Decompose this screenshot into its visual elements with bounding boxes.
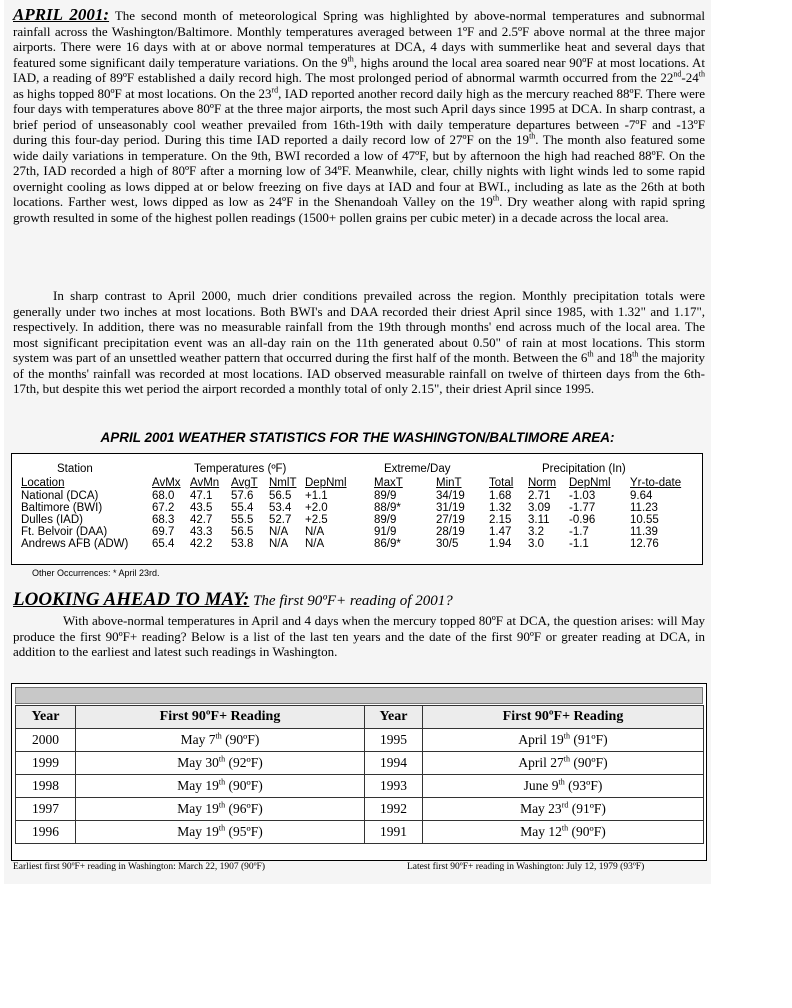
stats-cell-temp-departure: +2.5 (305, 514, 328, 526)
col-header-year: Year (365, 706, 423, 729)
stats-cell-avg-temp: 56.5 (231, 526, 254, 538)
ordinal-suffix: th (218, 777, 226, 787)
stats-cell-avg-min: 43.3 (190, 526, 213, 538)
reading-cell (423, 821, 704, 844)
stats-cell-temp-departure: N/A (305, 538, 325, 550)
ordinal-suffix: rd (561, 800, 569, 810)
text-run: . Dry weather along with rapid spring growth resulted in some of the highest pollen readings (1500+ pollen grains per cubic meter) in a decade across the local area. (13, 194, 706, 225)
stats-cell-precip-total: 1.47 (489, 526, 512, 538)
april-heading: APRIL 2001: (13, 5, 110, 24)
reading-temp: (90ºF) (221, 732, 260, 747)
reading-date: May 23 (520, 801, 562, 816)
ordinal-suffix: rd (271, 85, 279, 95)
year-cell: 1995 (365, 729, 423, 752)
reading-date: April 27 (518, 755, 564, 770)
stats-cell-precip-total: 1.94 (489, 538, 512, 550)
reading-temp: (93ºF) (564, 778, 603, 793)
stats-col-header-min-temp-day: MinT (436, 477, 462, 489)
ordinal-suffix: th (492, 193, 500, 203)
col-header-year: Year (16, 706, 76, 729)
stats-col-header-avg-max: AvMx (152, 477, 181, 489)
stats-cell-normal-temp: 52.7 (269, 514, 292, 526)
may-heading-lead: LOOKING AHEAD TO MAY: (13, 589, 250, 610)
reading-temp: (96ºF) (225, 801, 263, 816)
ordinal-suffix: th (215, 731, 222, 741)
ordinal-suffix: th (563, 754, 571, 764)
stats-col-header-precip-total: Total (489, 477, 514, 489)
stats-cell-avg-min: 47.1 (190, 490, 213, 502)
year-cell: 2000 (16, 729, 76, 752)
reading-temp: (95ºF) (225, 824, 263, 839)
stats-cell-precip-normal: 3.09 (528, 502, 551, 514)
stats-cell-avg-temp: 53.8 (231, 538, 254, 550)
april-paragraph-1 (13, 7, 705, 225)
year-cell: 1996 (16, 821, 76, 844)
reading-date: May 19 (177, 824, 219, 839)
year-cell: 1998 (16, 775, 76, 798)
stats-cell-max-temp-day: 89/9 (374, 514, 397, 526)
first-90-table-header-bar (15, 687, 703, 704)
stats-col-header-avg-min: AvMn (190, 477, 220, 489)
ordinal-suffix: th (218, 800, 226, 810)
stats-cell-normal-temp: N/A (269, 526, 289, 538)
stats-cell-precip-departure: -0.96 (569, 514, 596, 526)
reading-date: May 30 (177, 755, 219, 770)
ordinal-suffix: th (558, 777, 565, 787)
reading-date: May 19 (177, 801, 219, 816)
reading-cell (76, 752, 365, 775)
stats-cell-max-temp-day: 86/9* (374, 538, 401, 550)
reading-cell (423, 752, 704, 775)
stats-cell-location: Ft. Belvoir (DAA) (21, 526, 108, 538)
reading-temp: (91ºF) (570, 732, 608, 747)
text-run: . The month also featured some wide daily variations in temperature. On the 9th, BWI recorded a low of 47ºF, but by afternoon the high had reached 88ºF. On the 27th, IAD recorded a high of 80ºF after a morning low of 34ºF. Meanwhile, clear, chilly nights with light winds led to some rapid overnight cooling as lows dipped at or below freezing on five days at IAD and four at BWI., including as late as the 26th at both locations. Farther west, lows dipped as low as 24ºF in the Shenandoah Valley on the 19 (13, 132, 706, 209)
ordinal-suffix: th (698, 69, 705, 79)
stats-cell-min-temp-day: 31/19 (436, 502, 465, 514)
reading-temp: (90ºF) (570, 755, 608, 770)
stats-cell-min-temp-day: 28/19 (436, 526, 465, 538)
reading-temp: (92ºF) (225, 755, 263, 770)
reading-date: May 12 (520, 824, 562, 839)
first-90-table-frame (11, 683, 707, 861)
stats-cell-max-temp-day: 89/9 (374, 490, 397, 502)
stats-cell-precip-ytd: 12.76 (630, 538, 659, 550)
table-row (16, 775, 704, 798)
stats-cell-precip-total: 1.68 (489, 490, 512, 502)
year-cell: 1993 (365, 775, 423, 798)
stats-cell-precip-normal: 2.71 (528, 490, 551, 502)
stats-cell-precip-departure: -1.1 (569, 538, 589, 550)
stats-cell-avg-min: 42.7 (190, 514, 213, 526)
stats-cell-max-temp-day: 91/9 (374, 526, 397, 538)
stats-cell-location: Dulles (IAD) (21, 514, 83, 526)
stats-cell-temp-departure: N/A (305, 526, 325, 538)
ordinal-suffix: th (561, 823, 569, 833)
first-90-table (15, 705, 704, 844)
reading-cell (76, 798, 365, 821)
stats-cell-precip-departure: -1.03 (569, 490, 596, 502)
may-paragraph (13, 613, 705, 660)
stats-cell-precip-normal: 3.2 (528, 526, 544, 538)
stats-col-header-max-temp-day: MaxT (374, 477, 403, 489)
stats-cell-min-temp-day: 27/19 (436, 514, 465, 526)
table-row (16, 821, 704, 844)
ordinal-suffix: th (529, 131, 536, 141)
stats-cell-temp-departure: +1.1 (305, 490, 328, 502)
text-run: and 18 (593, 350, 633, 365)
year-cell: 1994 (365, 752, 423, 775)
reading-cell (76, 775, 365, 798)
stats-cell-precip-ytd: 11.23 (630, 502, 658, 514)
text-run: -24 (681, 70, 699, 85)
stats-cell-avg-min: 43.5 (190, 502, 213, 514)
stats-col-header-avg-temp: AvgT (231, 477, 258, 489)
table-row (16, 752, 704, 775)
stats-cell-normal-temp: 56.5 (269, 490, 292, 502)
stats-title: APRIL 2001 WEATHER STATISTICS FOR THE WASHINGTON/BALTIMORE AREA: (100, 430, 615, 445)
stats-cell-min-temp-day: 34/19 (436, 490, 465, 502)
stats-cell-precip-ytd: 11.39 (630, 526, 658, 538)
latest-reading-note: Latest first 90ºF+ reading in Washington: July 12, 1979 (93ºF) (407, 862, 645, 872)
reading-temp: (90ºF) (568, 824, 606, 839)
page-sheet (4, 0, 711, 884)
table-row (16, 798, 704, 821)
stats-group-extreme: Extreme/Day (384, 463, 451, 475)
stats-col-header-precip-normal: Norm (528, 477, 557, 489)
year-cell: 1997 (16, 798, 76, 821)
reading-date: May 19 (177, 778, 219, 793)
first-90-table-header-row (16, 706, 704, 729)
text-run: With above-normal temperatures in April and 4 days when the mercury topped 80ºF at DCA, the question arises: will May produce the first 90ºF+ reading? Below is a list of the last ten years and the date of the first 90ºF or greater reading at DCA, in addition to the earliest and latest such readings in Washington. (13, 613, 705, 659)
reading-date: June 9 (523, 778, 559, 793)
stats-cell-location: Andrews AFB (ADW) (21, 538, 129, 550)
stats-col-header-normal-temp: NmlT (269, 477, 297, 489)
ordinal-suffix: th (587, 349, 594, 359)
stats-table (11, 453, 703, 565)
stats-cell-avg-temp: 57.6 (231, 490, 254, 502)
reading-date: April 19 (518, 732, 564, 747)
text-run: as highs topped 80ºF at most locations. On the 23 (13, 85, 272, 101)
table-row (16, 729, 704, 752)
ordinal-suffix: th (218, 754, 226, 764)
ordinal-suffix: th (632, 349, 639, 359)
stats-footnote: Other Occurrences: * April 23rd. (32, 568, 160, 578)
reading-temp: (90ºF) (225, 778, 263, 793)
year-cell: 1999 (16, 752, 76, 775)
stats-cell-avg-max: 68.3 (152, 514, 175, 526)
stats-group-station: Station (57, 463, 93, 475)
reading-cell (76, 729, 365, 752)
first-90-table-body (16, 729, 704, 844)
stats-cell-precip-total: 2.15 (489, 514, 512, 526)
stats-cell-normal-temp: N/A (269, 538, 289, 550)
ordinal-suffix: th (347, 54, 354, 64)
reading-date: May 7 (180, 732, 216, 747)
earliest-reading-note: Earliest first 90ºF+ reading in Washington: March 22, 1907 (90ºF) (13, 862, 265, 872)
text-run: In sharp contrast to April 2000, much drier conditions prevailed across the region. Monthly precipitation totals were generally under two inches at most locations. Both BWI's and DAA recorded their driest April since 1985, with 1.32" and 1.17", respectively. In addition, there was no measurable rainfall from the 19th through months' end across much of the local area. The most significant precipitation event was an all-day rain on the 11th generated about 0.50" of rain at most locations. This storm system was part of an unsettled weather pattern that occurred during the first half of the month. Between the 6 (13, 288, 705, 365)
year-cell: 1992 (365, 798, 423, 821)
stats-cell-avg-max: 68.0 (152, 490, 175, 502)
col-header-reading: First 90ºF+ Reading (423, 706, 704, 729)
text-run: The second month of meteorological Spring was highlighted by above-normal temperatures and subnormal rainfall across the Washington/Baltimore. Monthly temperatures averaged between 1ºF and 2.5ºF above normal at the three major airports. There were 16 days with at or above normal temperatures at DCA, 4 days with summerlike heat and several days that featured some significant daily temperature variations. On the 9 (13, 8, 705, 70)
stats-cell-location: Baltimore (BWI) (21, 502, 103, 514)
stats-col-header-location: Location (21, 477, 65, 489)
stats-cell-precip-departure: -1.77 (569, 502, 596, 514)
stats-cell-precip-departure: -1.7 (569, 526, 589, 538)
year-cell: 1991 (365, 821, 423, 844)
reading-cell (423, 798, 704, 821)
reading-cell (423, 729, 704, 752)
stats-group-temperatures: Temperatures (ºF) (194, 463, 287, 475)
ordinal-suffix: nd (673, 69, 682, 79)
reading-temp: (91ºF) (568, 801, 606, 816)
col-header-reading: First 90ºF+ Reading (76, 706, 365, 729)
text-run: , IAD reported another record daily high as the mercury reached 88ºF. There were four days with temperatures above 80ºF at the three major airports, the most such April days since 1995 at DCA. In sharp contrast, a brief period of unseasonably cool weather prevailed from 16th-19th with daily temperature departures between -7ºF and -13ºF during this four-day period. During this time IAD reported a daily record low of 27ºF on the 19 (13, 85, 705, 147)
ordinal-suffix: th (563, 731, 571, 741)
stats-cell-precip-ytd: 9.64 (630, 490, 653, 502)
stats-cell-normal-temp: 53.4 (269, 502, 292, 514)
text-run: the majority of the months' rainfall was recorded at most locations. IAD observed measurable rainfall on twelve of thirteen days from the 6th-17th, but despite this wet period the airport recorded a monthly total of only 2.15", their driest April since 1995. (13, 350, 705, 396)
stats-cell-precip-total: 1.32 (489, 502, 512, 514)
stats-cell-avg-max: 69.7 (152, 526, 175, 538)
stats-cell-precip-ytd: 10.55 (630, 514, 659, 526)
stats-col-header-precip-departure: DepNml (569, 477, 611, 489)
reading-cell (423, 775, 704, 798)
stats-cell-avg-temp: 55.4 (231, 502, 254, 514)
reading-cell (76, 821, 365, 844)
stats-cell-avg-temp: 55.5 (231, 514, 254, 526)
stats-group-precipitation: Precipitation (In) (542, 463, 626, 475)
april-paragraph-2 (13, 288, 705, 397)
stats-cell-precip-normal: 3.11 (528, 514, 550, 526)
stats-col-header-temp-departure: DepNml (305, 477, 347, 489)
april-paragraph-1-text (13, 8, 705, 225)
stats-cell-temp-departure: +2.0 (305, 502, 328, 514)
ordinal-suffix: th (218, 823, 226, 833)
stats-cell-avg-max: 65.4 (152, 538, 175, 550)
stats-cell-max-temp-day: 88/9* (374, 502, 401, 514)
stats-cell-avg-min: 42.2 (190, 538, 213, 550)
stats-col-header-precip-ytd: Yr-to-date (630, 477, 682, 489)
stats-cell-location: National (DCA) (21, 490, 99, 502)
stats-cell-min-temp-day: 30/5 (436, 538, 459, 550)
may-heading (13, 589, 453, 611)
text-run: , highs around the local area soared near 90ºF at most locations. At IAD, a reading of 89ºF established a daily record high. The most prolonged period of abnormal warmth occurred from the 22 (13, 54, 706, 85)
stats-cell-avg-max: 67.2 (152, 502, 175, 514)
stats-cell-precip-normal: 3.0 (528, 538, 544, 550)
may-heading-subtitle: The first 90ºF+ reading of 2001? (249, 593, 453, 609)
